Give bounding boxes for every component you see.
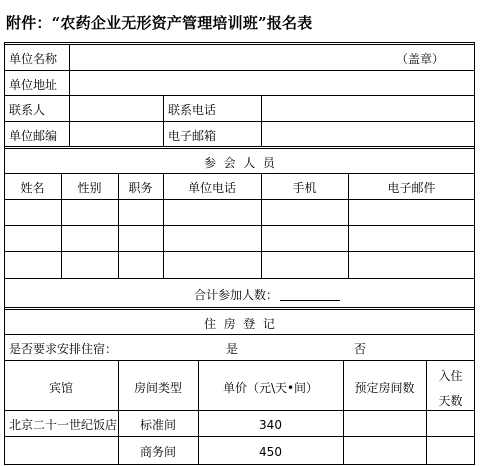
rooms-booked-standard[interactable] — [344, 411, 426, 436]
rooms-booked-business[interactable] — [344, 437, 426, 464]
row-divider — [4, 278, 475, 279]
col-header-name: 姓名 — [20, 181, 45, 195]
contact-label: 联系人 — [9, 103, 46, 117]
col-header-rooms-booked: 预定房间数 — [354, 381, 415, 395]
row-divider — [4, 148, 475, 149]
total-participants — [194, 286, 340, 303]
accommodation-yes-option[interactable]: 是 — [226, 342, 239, 356]
unit-name-label: 单位名称 — [9, 52, 58, 66]
nights-standard[interactable] — [427, 411, 474, 436]
housing-section-title: 住 房 登 记 — [204, 317, 275, 331]
email-label: 电子邮箱 — [168, 129, 217, 143]
col-header-mobile: 手机 — [292, 181, 317, 195]
unit-address-label: 单位地址 — [9, 78, 58, 92]
form-top-border — [4, 42, 475, 43]
col-header-email: 电子邮件 — [387, 181, 436, 195]
row-divider — [4, 309, 475, 310]
row-divider — [4, 307, 475, 308]
row-divider — [4, 173, 475, 174]
row-divider — [4, 464, 475, 465]
total-participants-label: 合计参加人数： — [194, 288, 279, 302]
accommodation-no-option[interactable]: 否 — [354, 342, 367, 356]
col-header-position: 职务 — [128, 181, 153, 195]
seal-label: （盖章） — [396, 52, 445, 66]
postcode-field[interactable] — [70, 122, 163, 146]
col-header-room-type: 房间类型 — [133, 381, 182, 395]
participant-row[interactable] — [5, 252, 474, 278]
contact-field[interactable] — [70, 96, 163, 121]
registration-form — [4, 42, 475, 466]
unit-address-field[interactable] — [70, 71, 474, 95]
col-divider — [163, 95, 164, 146]
room-type-business: 商务间 — [139, 445, 176, 459]
room-price-standard: 340 — [259, 418, 282, 432]
nights-business[interactable] — [427, 437, 474, 464]
col-header-gender: 性别 — [77, 181, 102, 195]
participant-row[interactable] — [5, 200, 474, 225]
row-divider — [4, 360, 475, 361]
phone-field[interactable] — [262, 96, 474, 121]
participant-row[interactable] — [5, 226, 474, 251]
room-price-business: 450 — [259, 445, 282, 459]
postcode-label: 单位邮编 — [9, 129, 58, 143]
email-field[interactable] — [262, 122, 474, 146]
participants-section-title: 参 会 人 员 — [204, 156, 275, 170]
col-header-nights: 天数 — [438, 394, 463, 408]
row-divider — [4, 334, 475, 335]
hotel-name: 北京二十一世纪饭店 — [9, 418, 118, 432]
row-divider — [4, 146, 475, 147]
room-type-standard: 标准间 — [139, 418, 176, 432]
accommodation-question: 是否要求安排住宿： — [9, 342, 118, 356]
total-participants-field[interactable] — [280, 288, 340, 301]
col-header-unit-price: 单价（元\天•间） — [222, 381, 319, 395]
page-title: 附件：“农药企业无形资产管理培训班”报名表 — [6, 14, 313, 32]
col-header-checkin: 入住 — [438, 369, 463, 383]
phone-label: 联系电话 — [168, 103, 217, 117]
col-header-hotel: 宾馆 — [48, 381, 73, 395]
col-header-office-phone: 单位电话 — [187, 181, 236, 195]
